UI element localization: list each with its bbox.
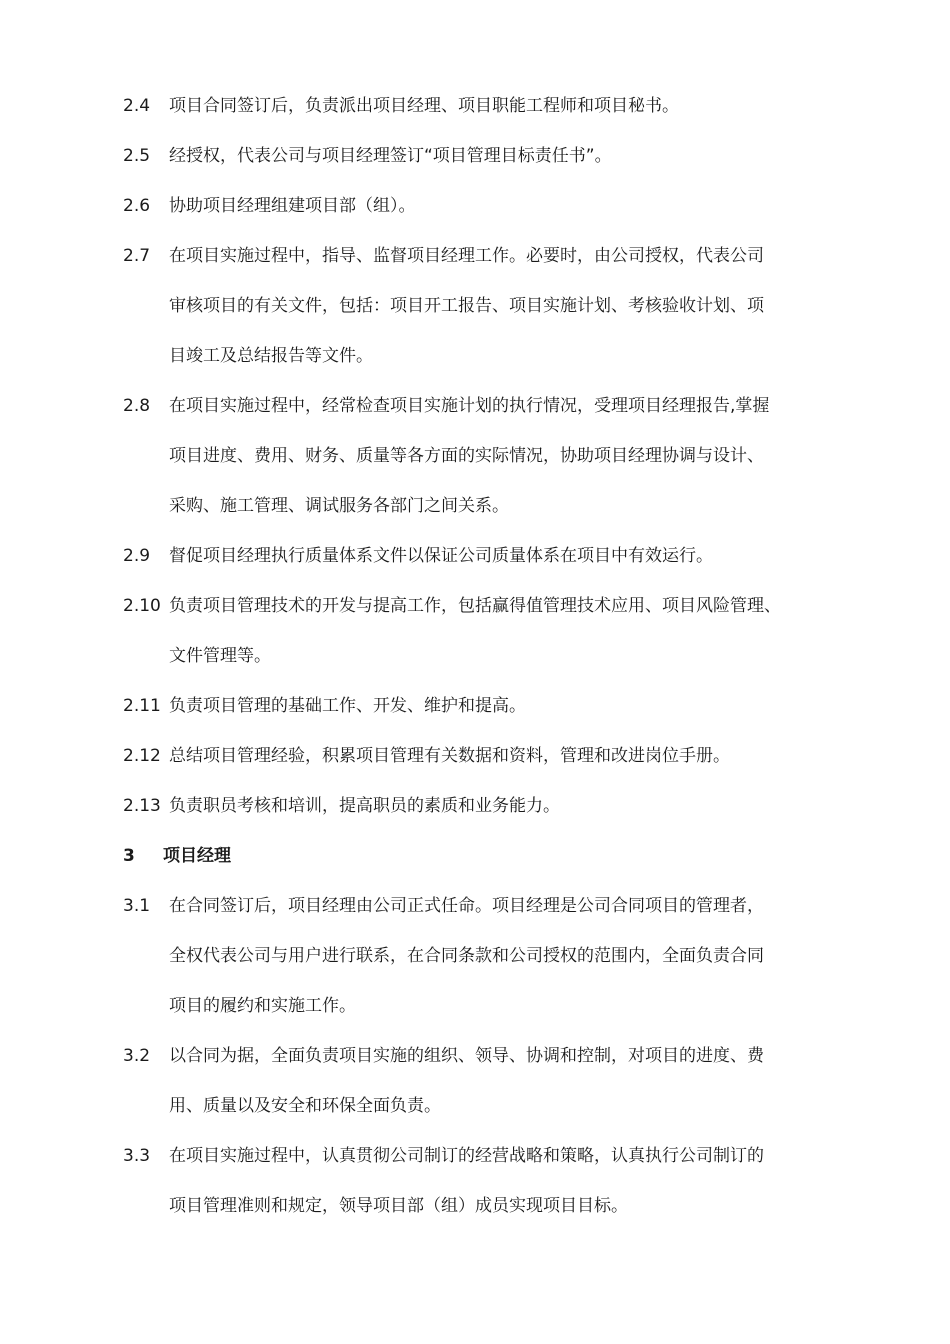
clause-number: 2.7: [123, 246, 151, 266]
clause-number: 2.11: [123, 696, 161, 716]
clause-item: [123, 1131, 853, 1231]
clause-text: [169, 581, 853, 681]
text-line: 文件管理等。: [169, 646, 271, 666]
text-line: 在项目实施过程中，指导、监督项目经理工作。必要时，由公司授权，代表公司: [169, 246, 764, 266]
text-line: 在项目实施过程中，经常检查项目实施计划的执行情况，受理项目经理报告,掌握: [169, 396, 770, 416]
clause-item: [123, 781, 853, 831]
clause-item: [123, 131, 853, 181]
text-line: 总结项目管理经验，积累项目管理有关数据和资料，管理和改进岗位手册。: [169, 746, 730, 766]
text-line: 项目进度、费用、财务、质量等各方面的实际情况，协助项目经理协调与设计、: [169, 446, 764, 466]
text-line: 项目的履约和实施工作。: [169, 996, 356, 1016]
clause-text: [169, 181, 853, 231]
clause-item: [123, 381, 853, 531]
clause-text: [169, 681, 853, 731]
clause-text: [169, 231, 853, 381]
clause-item: [123, 581, 853, 681]
text-line: 项目管理准则和规定，领导项目部（组）成员实现项目目标。: [169, 1196, 628, 1216]
clause-number: 2.5: [123, 146, 151, 166]
clause-item: [123, 1031, 853, 1131]
clause-number: 2.9: [123, 546, 151, 566]
text-line: 项目合同签订后，负责派出项目经理、项目职能工程师和项目秘书。: [169, 96, 679, 116]
section-heading: [123, 831, 853, 881]
clause-number: 2.8: [123, 396, 151, 416]
clause-text: [169, 381, 853, 531]
clause-number: 2.4: [123, 96, 151, 116]
text-line: 负责项目管理的基础工作、开发、维护和提高。: [169, 696, 526, 716]
clause-text: [169, 731, 853, 781]
section-title: [163, 831, 853, 881]
text-line: 在合同签订后，项目经理由公司正式任命。项目经理是公司合同项目的管理者，: [169, 896, 764, 916]
text-line: 采购、施工管理、调试服务各部门之间关系。: [169, 496, 509, 516]
clause-text: [169, 1131, 853, 1231]
text-line: 负责项目管理技术的开发与提高工作，包括赢得值管理技术应用、项目风险管理、: [169, 596, 781, 616]
text-line: 协助项目经理组建项目部（组）。: [169, 196, 416, 216]
text-line: 在项目实施过程中，认真贯彻公司制订的经营战略和策略，认真执行公司制订的: [169, 1146, 764, 1166]
text-line: 以合同为据，全面负责项目实施的组织、领导、协调和控制，对项目的进度、费: [169, 1046, 764, 1066]
clause-number: 3.1: [123, 896, 151, 916]
clause-item: [123, 531, 853, 581]
clause-text: [169, 81, 853, 131]
text-line: 督促项目经理执行质量体系文件以保证公司质量体系在项目中有效运行。: [169, 546, 713, 566]
clause-number: 2.12: [123, 746, 161, 766]
clause-number: 2.10: [123, 596, 161, 616]
clause-item: [123, 731, 853, 781]
clause-text: [169, 881, 853, 1031]
clause-number: 2.13: [123, 796, 161, 816]
clause-text: [169, 1031, 853, 1131]
text-line: 目竣工及总结报告等文件。: [169, 346, 373, 366]
clause-item: [123, 231, 853, 381]
text-line: 全权代表公司与用户进行联系，在合同条款和公司授权的范围内，全面负责合同: [169, 946, 764, 966]
clause-item: [123, 881, 853, 1031]
section-number: 3: [123, 846, 135, 866]
clause-text: [169, 781, 853, 831]
text-line: 审核项目的有关文件，包括：项目开工报告、项目实施计划、考核验收计划、项: [169, 296, 764, 316]
clause-number: 3.2: [123, 1046, 151, 1066]
text-line: 项目经理: [163, 846, 231, 866]
text-line: 用、质量以及安全和环保全面负责。: [169, 1096, 441, 1116]
clause-text: [169, 131, 853, 181]
clause-number: 3.3: [123, 1146, 151, 1166]
text-line: 经授权，代表公司与项目经理签订“项目管理目标责任书”。: [169, 146, 612, 166]
clause-item: [123, 81, 853, 131]
clause-item: [123, 681, 853, 731]
clause-number: 2.6: [123, 196, 151, 216]
clause-text: [169, 531, 853, 581]
clause-item: [123, 181, 853, 231]
text-line: 负责职员考核和培训，提高职员的素质和业务能力。: [169, 796, 560, 816]
